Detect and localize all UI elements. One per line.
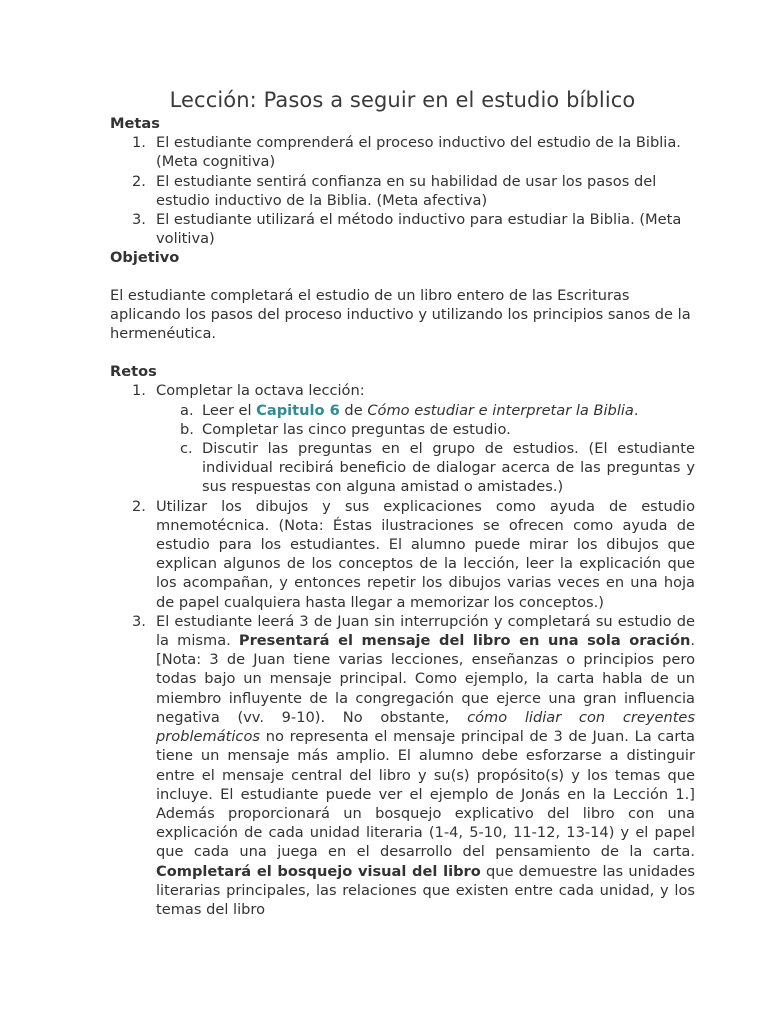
metas-item — [110, 210, 695, 248]
retos-item — [110, 381, 695, 400]
metas-item — [110, 133, 695, 171]
document-page — [110, 86, 695, 919]
retos-item-text-part: no representa el mensaje principal de 3 de Juan. La carta tiene un mensaje más amplio. El alumno debe esforzarse a distinguir entre el mensaje central del libro y su(s) propósito(s) y los temas que incluye. El estudiante puede ver el ejemplo de Jonás en la Lección 1.] Además proporcionará un bosquejo explicativo del libro con una explicación de cada unidad literaria (1-4, 5-10, 11-12, 13-14) y el papel que cada una juega en el desarrollo del pensamiento de la carta. — [156, 728, 695, 861]
objetivo-heading: Objetivo — [110, 249, 180, 267]
retos-item-text: Completar la octava lección: — [156, 382, 365, 400]
retos-subitem — [110, 401, 695, 420]
metas-heading: Metas — [110, 115, 160, 132]
subitem-text-part: Leer el — [202, 401, 257, 419]
list-marker: 1. — [132, 382, 146, 400]
capitulo-6-link[interactable]: Capitulo 6 — [256, 401, 340, 419]
metas-item-text: El estudiante sentirá confianza en su habilidad de usar los pasos del estudio inductivo de la Biblia. (Meta afectiva) — [156, 172, 657, 209]
retos-item-text-part: que demuestre las unidades literarias principales, las relaciones que existen entre cada unidad, y los temas del libro — [156, 862, 695, 918]
bold-emphasis: Presentará el mensaje del libro en una sola oración — [238, 632, 691, 650]
retos-item — [110, 612, 695, 919]
list-marker: b. — [180, 420, 194, 438]
list-marker: 2. — [132, 172, 146, 190]
subitem-text: Completar las cinco preguntas de estudio. — [202, 420, 511, 438]
list-marker: 3. — [132, 211, 146, 229]
retos-item-text: Utilizar los dibujos y sus explicaciones como ayuda de estudio mnemotécnica. (Nota: Éstas ilustraciones se ofrecen como ayuda de estudio para los estudiantes. El alumno puede mirar los dibujos que explican algunos de los conceptos de la lección, leer la explicación que los acompañan, y entonces repetir los dibujos varias veces en una hoja de papel cualquiera hasta llegar a memorizar los conceptos.) — [156, 497, 695, 611]
bold-emphasis: Completará el bosquejo visual del libro — [156, 862, 481, 880]
retos-subitem — [110, 420, 695, 439]
list-marker: c. — [180, 440, 193, 458]
list-marker: 1. — [132, 134, 146, 152]
subitem-text-part: . — [633, 401, 639, 419]
retos-item — [110, 497, 695, 612]
book-title: Cómo estudiar e interpretar la Biblia — [367, 401, 634, 419]
subitem-text: Discutir las preguntas en el grupo de estudios. (El estudiante individual recibirá beneficio de dialogar acerca de las preguntas y sus respuestas con alguna amistad o amistades.) — [202, 440, 695, 496]
retos-item-text-part: El estudiante leerá 3 de Juan sin interrupción y completará su estudio de la misma. — [156, 612, 695, 650]
objetivo-text: El estudiante completará el estudio de un libro entero de las Escrituras aplicando los pasos del proceso inductivo y utilizando los principios sanos de la hermenéutica. — [110, 286, 691, 343]
list-marker: a. — [180, 401, 194, 419]
list-marker: 3. — [132, 612, 146, 630]
italic-emphasis: cómo lidiar con creyentes problemáticos — [156, 708, 695, 746]
metas-list — [110, 133, 695, 248]
retos-subitem — [110, 439, 695, 497]
page-title: Lección: Pasos a seguir en el estudio bíblico — [169, 88, 636, 112]
list-marker: 2. — [132, 497, 146, 515]
metas-item-text: El estudiante comprenderá el proceso inductivo del estudio de la Biblia. (Meta cognitiva) — [156, 134, 681, 171]
subitem-text-part: de — [339, 401, 368, 419]
metas-item — [110, 172, 695, 210]
retos-list — [110, 381, 695, 919]
retos-item-text-part: . [Nota: 3 de Juan tiene varias lecciones, enseñanzas o principios pero todas bajo un mensaje principal. Como ejemplo, la carta habla de un miembro influyente de la congregación que ejerce una gran influencia negativa (vv. 9-10). No obstante, — [156, 632, 696, 726]
retos-heading: Retos — [110, 363, 157, 381]
metas-item-text: El estudiante utilizará el método inductivo para estudiar la Biblia. (Meta volitiva) — [156, 211, 682, 248]
